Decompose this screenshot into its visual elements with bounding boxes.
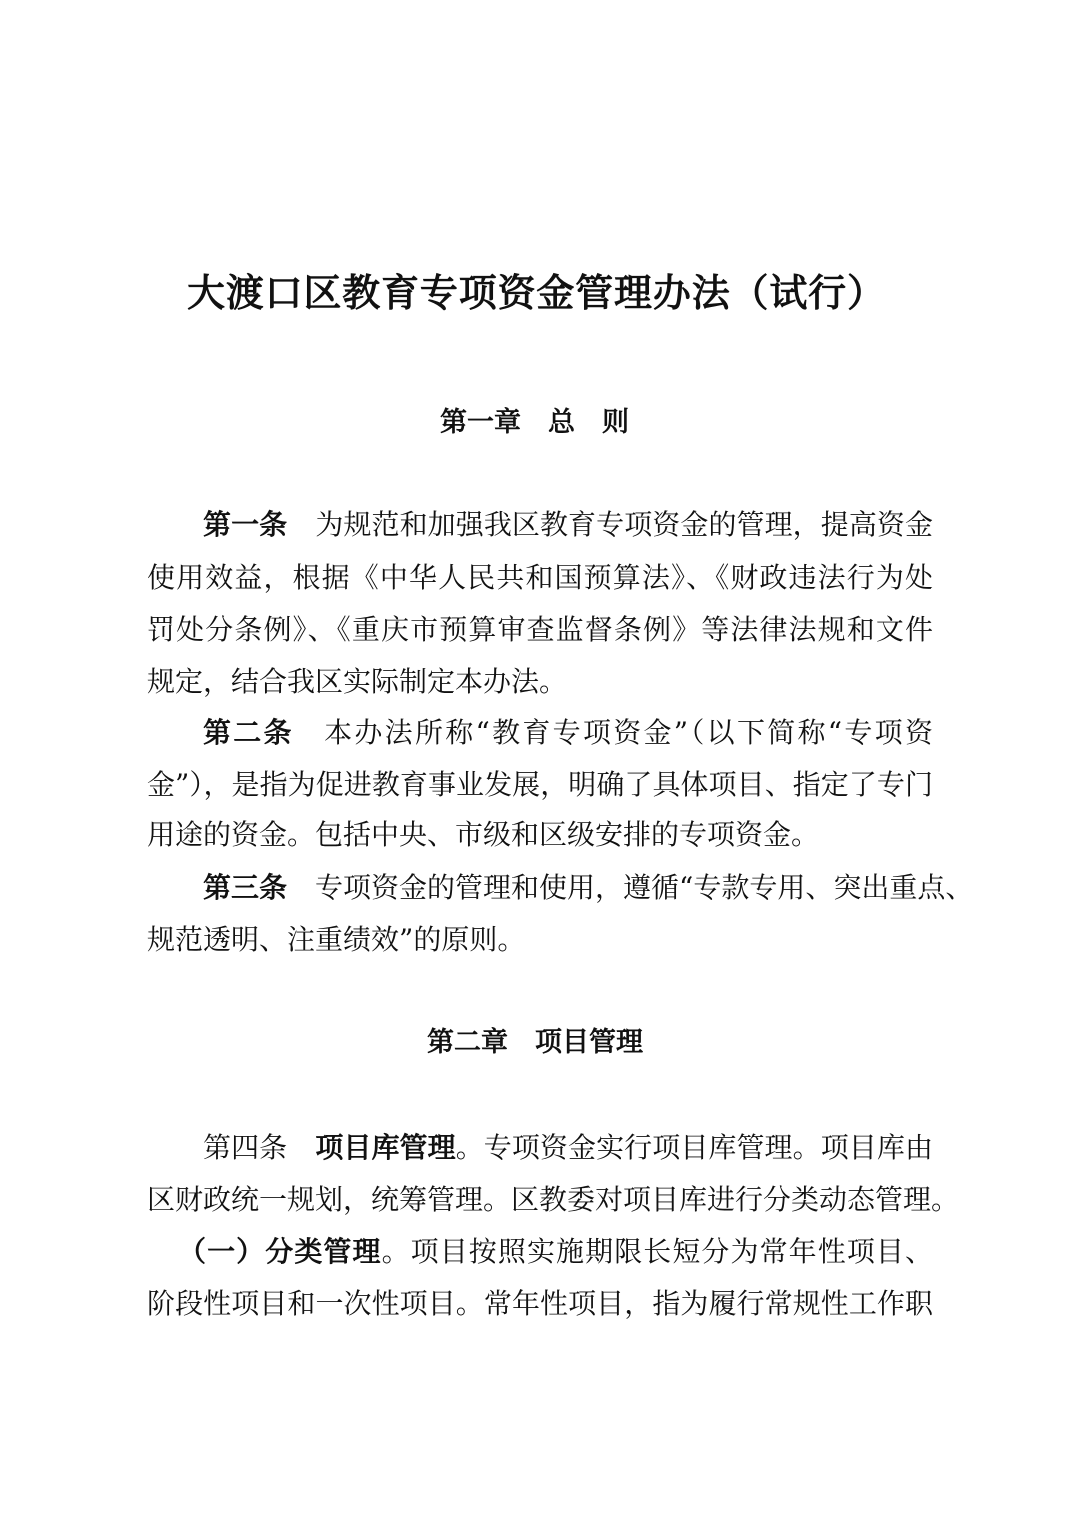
item-heading: （一）分类管理 <box>178 1235 382 1268</box>
paragraph-line: 规定，结合我区实际制定本办法。 <box>147 665 568 698</box>
paragraph-line <box>203 715 933 751</box>
paragraph-line: 使用效益，根据《中华人民共和国预算法》、《财政违法行为处 <box>147 561 933 594</box>
paragraph-line: 罚处分条例》、《重庆市预算审查监督条例》等法律法规和文件 <box>147 613 933 646</box>
line-text: 专项资金的管理和使用，遵循“专款专用、突出重点、 <box>315 871 974 904</box>
paragraph-line <box>203 870 974 906</box>
line-text: 本办法所称“教育专项资金”（以下简称“专项资 <box>324 716 933 749</box>
line-text: 。项目按照实施期限长短分为常年性项目、 <box>381 1235 933 1268</box>
paragraph-line: 用途的资金。包括中央、市级和区级安排的专项资金。 <box>147 818 820 851</box>
article-label: 第一条 <box>203 508 288 541</box>
line-text: 为规范和加强我区教育专项资金的管理，提高资金 <box>315 508 933 541</box>
paragraph-line <box>203 507 933 543</box>
paragraph-line: 阶段性项目和一次性项目。常年性项目，指为履行常规性工作职 <box>147 1287 933 1320</box>
article-label: 第四条 <box>203 1131 288 1164</box>
paragraph-line: 规范透明、注重绩效”的原则。 <box>147 923 526 956</box>
paragraph-line: 金”），是指为促进教育事业发展，明确了具体项目、指定了专门 <box>147 768 933 801</box>
chapter-1-heading: 第一章 总 则 <box>440 407 629 438</box>
paragraph-line <box>178 1234 933 1270</box>
line-text: 。专项资金实行项目库管理。项目库由 <box>455 1131 933 1164</box>
document-title: 大渡口区教育专项资金管理办法（试行） <box>187 270 885 315</box>
paragraph-line: 区财政统一规划，统筹管理。区教委对项目库进行分类动态管理。 <box>147 1183 960 1216</box>
article-label: 第二条 <box>203 716 294 749</box>
article-label: 第三条 <box>203 871 288 904</box>
article-heading: 项目库管理 <box>315 1131 456 1164</box>
paragraph-line <box>203 1130 933 1166</box>
chapter-2-heading: 第二章 项目管理 <box>427 1027 643 1058</box>
